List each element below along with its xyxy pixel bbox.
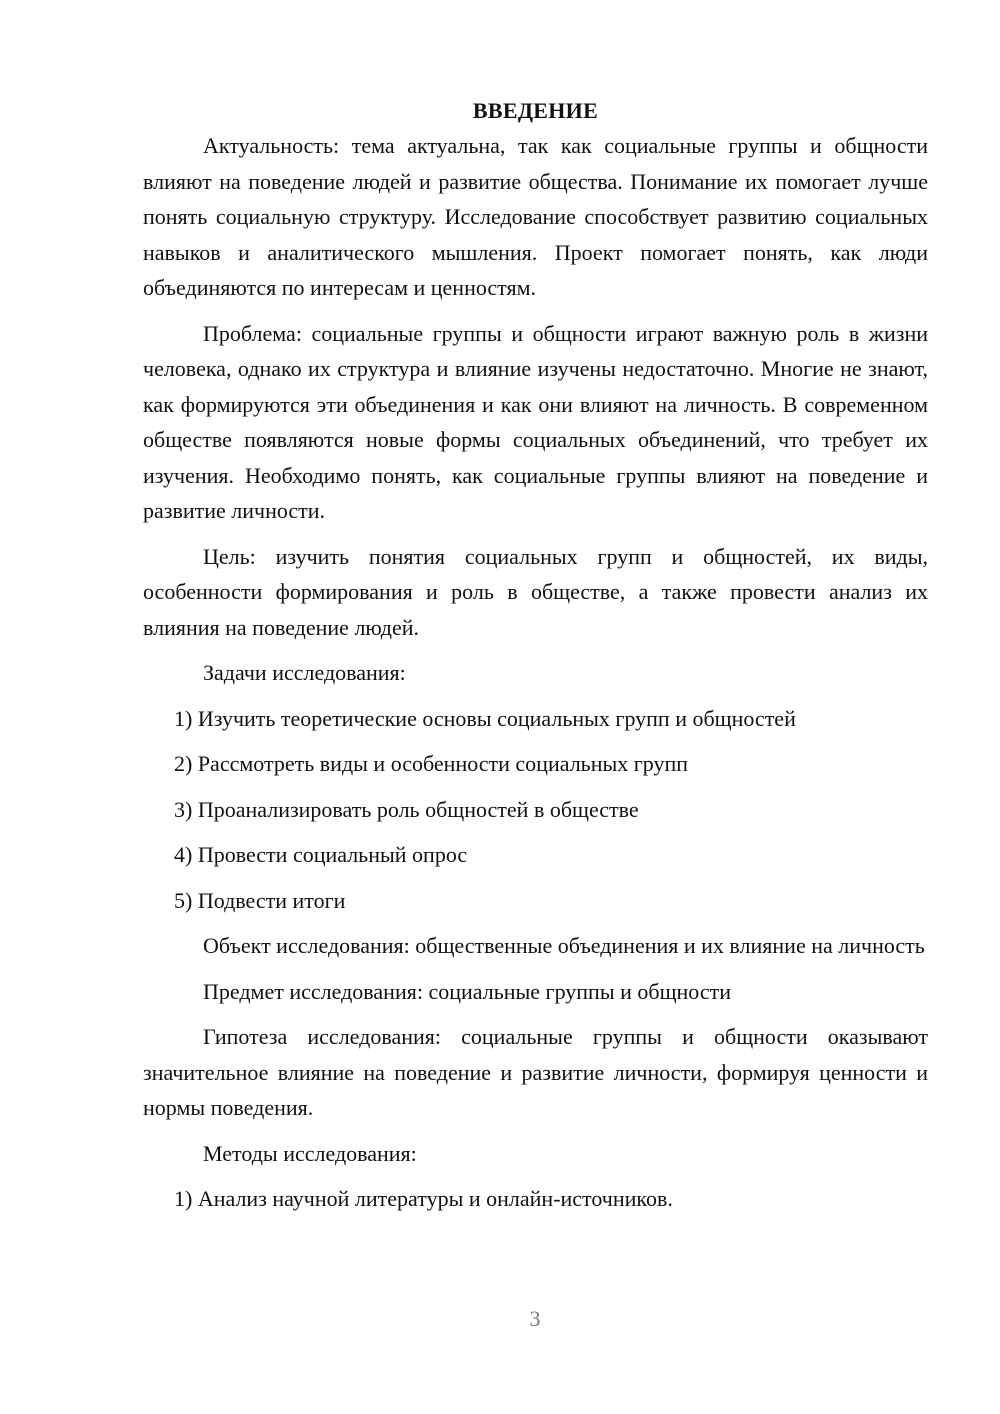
list-item: 3) Проанализировать роль общностей в обществе: [174, 796, 639, 822]
list-item: 1) Изучить теоретические основы социальных групп и общностей: [174, 705, 796, 731]
methods-heading: Методы исследования:: [203, 1140, 417, 1166]
methods-list: [143, 1181, 928, 1217]
tasks-list: [143, 701, 928, 919]
tasks-heading: Задачи исследования:: [203, 660, 406, 685]
problem-paragraph: Проблема: социальные группы и общности играют важную роль в жизни человека, однако их структура и влияние изучены недостаточно. Многие не знают, как формируются эти объединения и как они влияют на личность. В современном обществе появляются новые формы социальных объединений, что требует их изучения. Необходимо понять, как социальные группы влияют на поведение и развитие личности.: [143, 320, 928, 523]
page-title: ВВЕДЕНИЕ: [472, 98, 599, 123]
hypothesis-paragraph: Гипотеза исследования: социальные группы и общности оказывают значительное влияние на поведение и развитие личности, формируя ценности и нормы поведения.: [143, 1024, 928, 1120]
list-item: 5) Подвести итоги: [174, 887, 346, 913]
goal-paragraph: Цель: изучить понятия социальных групп и общностей, их виды, особенности формирования и роль в обществе, а также провести анализ их влияния на поведение людей.: [143, 543, 928, 640]
relevance-paragraph: Актуальность: тема актуальна, так как социальные группы и общности влияют на поведение людей и развитие общества. Понимание их помогает лучше понять социальную структуру. Исследование способствует развитию социальных навыков и аналитического мышления. Проект помогает понять, как люди объединяются по интересам и ценностям.: [143, 133, 928, 300]
object-paragraph: Объект исследования: общественные объединения и их влияние на личность: [203, 933, 925, 958]
list-item: 4) Провести социальный опрос: [174, 842, 468, 867]
list-item: 1) Анализ научной литературы и онлайн-источников.: [174, 1186, 673, 1211]
list-item: 2) Рассмотреть виды и особенности социальных групп: [174, 751, 689, 776]
page-number: 3: [529, 1306, 541, 1331]
subject-paragraph: Предмет исследования: социальные группы и общности: [203, 978, 731, 1004]
